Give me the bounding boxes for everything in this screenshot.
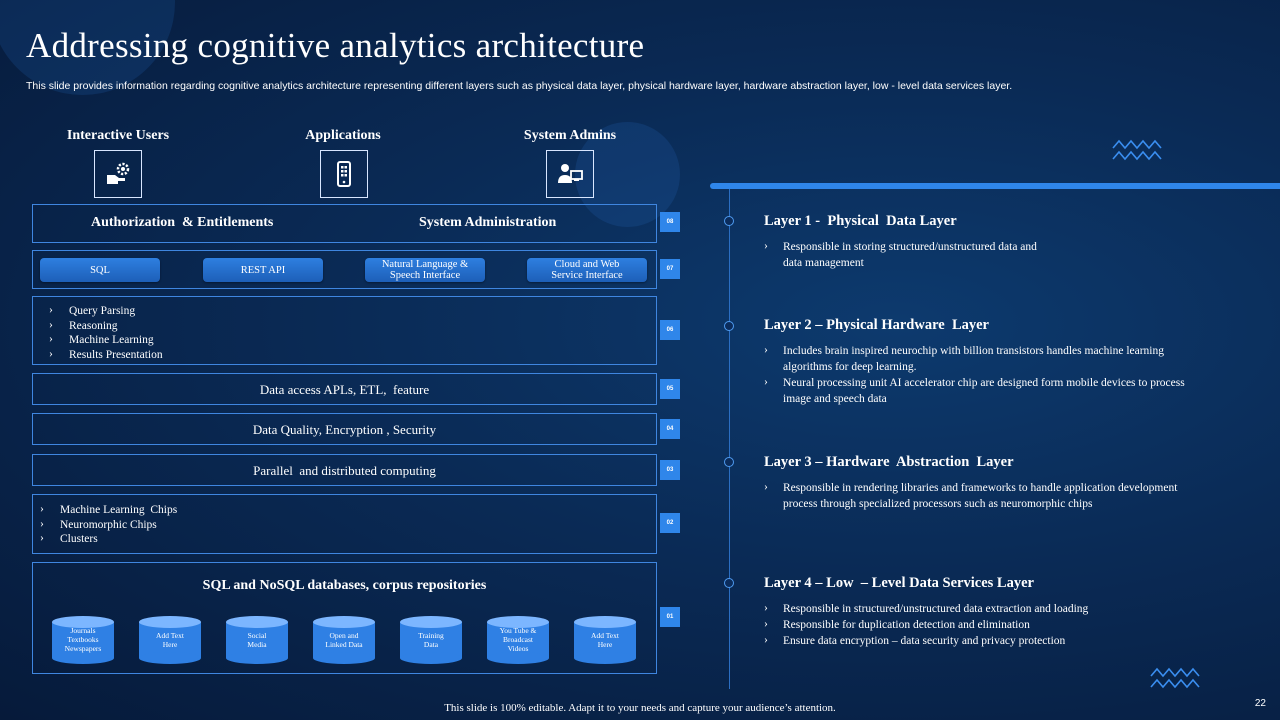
list-item: › Results Presentation xyxy=(49,348,163,363)
list-item: › Responsible for duplication detection and elimination xyxy=(764,617,1214,633)
list-item: › Machine Learning xyxy=(49,333,163,348)
page-title: Addressing cognitive analytics architecture xyxy=(26,26,645,65)
layer-4-title: Layer 4 – Low – Level Data Services Layer xyxy=(764,575,1034,591)
timeline-dot xyxy=(724,578,734,588)
list-item: › Clusters xyxy=(40,532,177,547)
parallel-computing-label: Parallel and distributed computing xyxy=(253,463,436,478)
database-label: You Tube & Broadcast Videos xyxy=(499,626,537,653)
database-label: Journals Textbooks Newspapers xyxy=(64,626,102,653)
timeline-dot xyxy=(724,321,734,331)
layer-tag-03: 03 xyxy=(660,460,680,480)
layer-tag-05: 05 xyxy=(660,379,680,399)
layer-tag-08: 08 xyxy=(660,212,680,232)
page-subtitle: This slide provides information regarding cognitive analytics architecture representing different layers such as physical data layer, physical hardware layer, hardware abstraction layer, low - level data services layer. xyxy=(26,80,1013,92)
list-item: › Query Parsing xyxy=(49,304,163,319)
authorization-label: Authorization & Entitlements xyxy=(91,215,274,230)
interface-label: SQL xyxy=(90,264,110,276)
database-label: Add Text Here xyxy=(156,631,184,649)
layer-4-points xyxy=(764,601,1214,649)
database-label: Add Text Here xyxy=(591,631,619,649)
layer-authorization-administration xyxy=(32,204,657,243)
timeline-line xyxy=(729,189,730,689)
zigzag-decoration-icon xyxy=(1150,667,1200,691)
page-number: 22 xyxy=(1254,698,1266,709)
analytics-list xyxy=(49,304,163,362)
list-item: › Machine Learning Chips xyxy=(40,503,177,518)
interface-natural-language xyxy=(365,258,485,282)
data-quality-label: Data Quality, Encryption , Security xyxy=(252,422,437,437)
layer-1-points xyxy=(764,239,1214,271)
database-label: Training Data xyxy=(418,631,444,649)
list-item: › Responsible in structured/unstructured data extraction and loading xyxy=(764,601,1214,617)
list-item: › Ensure data encryption – data security and privacy protection xyxy=(764,633,1214,649)
interface-sql xyxy=(40,258,160,282)
layer-1-title: Layer 1 - Physical Data Layer xyxy=(764,213,957,229)
data-access-label: Data access APLs, ETL, feature xyxy=(259,382,430,397)
list-item: › Neural processing unit AI accelerator chip are designed form mobile devices to process image and speech data xyxy=(764,375,1204,407)
timeline-dot xyxy=(724,216,734,226)
layer-hardware xyxy=(32,494,657,554)
admin-computer-icon xyxy=(546,150,594,198)
actor-label-system-admins: System Admins xyxy=(523,128,617,143)
layer-data-quality xyxy=(32,413,657,445)
layer-tag-04: 04 xyxy=(660,419,680,439)
interface-rest-api xyxy=(203,258,323,282)
interface-label: REST API xyxy=(240,264,286,276)
layer-3-points xyxy=(764,480,1184,512)
layer-data-access xyxy=(32,373,657,405)
layer-tag-01: 01 xyxy=(660,607,680,627)
hand-gear-icon xyxy=(94,150,142,198)
databases-title: SQL and NoSQL databases, corpus repositories xyxy=(202,578,487,593)
timeline-header-bar xyxy=(710,183,1280,189)
database-label: Open and Linked Data xyxy=(325,631,363,649)
database-label: Social Media xyxy=(247,631,267,649)
system-administration-label: System Administration xyxy=(419,215,557,230)
layer-parallel-computing xyxy=(32,454,657,486)
hardware-list xyxy=(40,503,177,547)
layer-tag-07: 07 xyxy=(660,259,680,279)
mobile-app-icon xyxy=(320,150,368,198)
layer-analytics xyxy=(32,296,657,365)
interface-label: Natural Language & Speech Interface xyxy=(381,259,469,281)
timeline-dot xyxy=(724,457,734,467)
list-item: › Responsible in rendering libraries and frameworks to handle application development process through specialized processors such as neuromorphic chips xyxy=(764,480,1184,512)
layer-3-title: Layer 3 – Hardware Abstraction Layer xyxy=(764,454,1014,470)
list-item: › Neuromorphic Chips xyxy=(40,518,177,533)
list-item: › Includes brain inspired neurochip with billion transistors handles machine learning algorithms for deep learning. xyxy=(764,343,1204,375)
footer-note: This slide is 100% editable. Adapt it to your needs and capture your audience’s attention. xyxy=(444,702,836,714)
interface-cloud-web xyxy=(527,258,647,282)
zigzag-decoration-icon xyxy=(1112,139,1162,163)
layer-2-points xyxy=(764,343,1204,407)
layer-2-title: Layer 2 – Physical Hardware Layer xyxy=(764,317,989,333)
layer-tag-06: 06 xyxy=(660,320,680,340)
actor-label-interactive-users: Interactive Users xyxy=(66,128,170,143)
list-item: › Reasoning xyxy=(49,319,163,334)
interface-label: Cloud and Web Service Interface xyxy=(551,259,623,281)
layer-tag-02: 02 xyxy=(660,513,680,533)
list-item: › Responsible in storing structured/unstructured data and data management xyxy=(764,239,1214,271)
actor-label-applications: Applications xyxy=(305,128,381,143)
